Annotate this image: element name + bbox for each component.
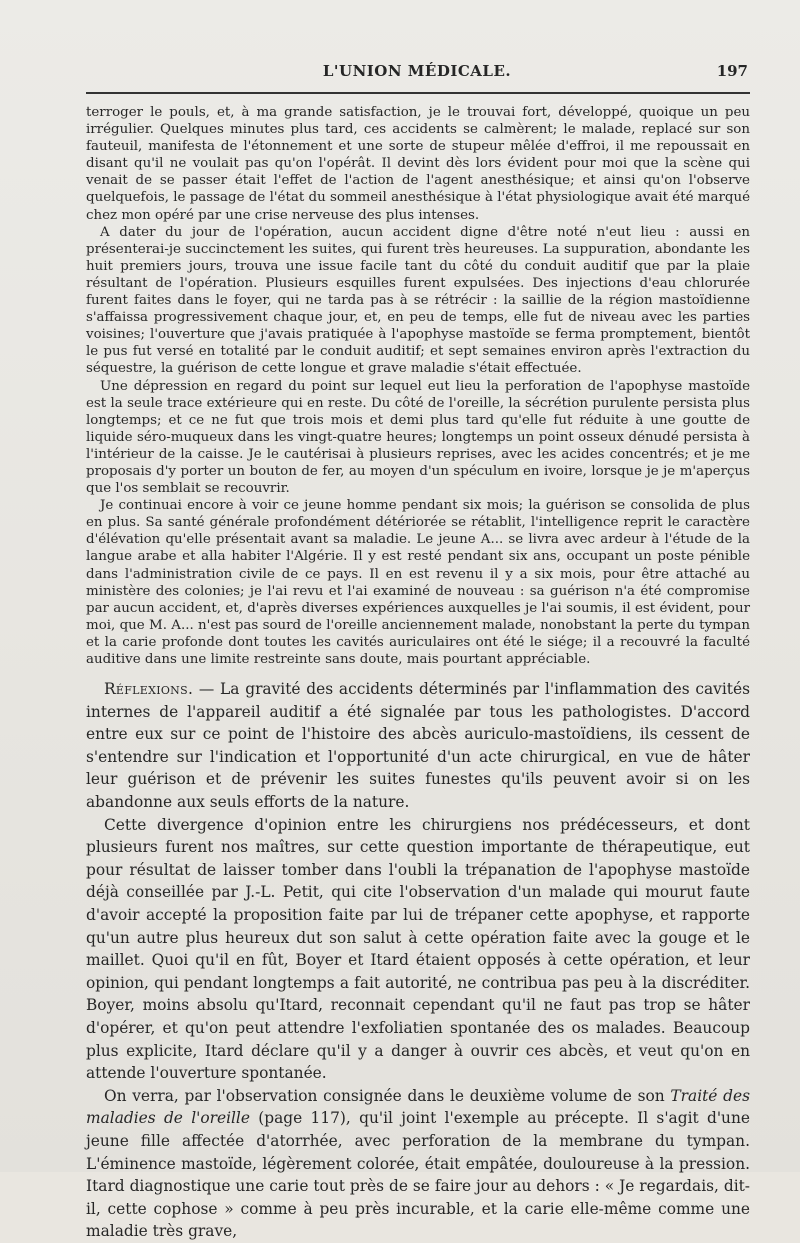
paragraph: Je continuai encore à voir ce jeune homme pendant six mois; la guérison se consolida de plus en plus. Sa santé générale profondément détériorée se rétablit, l'intelligence reprit le caractère d'élévation qu'elle présentait avant sa maladie. Le jeune A... se livra avec ardeur à l'étude de la langue arabe et alla habiter l'Algérie. Il y est resté pendant six ans, occupant un poste pénible dans l'administration civile de ce pays. Il en est revenu il y a six mois, pour être attaché au ministère des colonies; je l'ai revu et l'ai examiné de nouveau : sa guérison n'a été compromise par aucun accident, et, d'après diverses expériences auxquelles je l'ai soumis, il est évident, pour moi, que M. A... n'est pas sourd de l'oreille anciennement malade, nonobstant la perte du tympan et la carie profonde dont toutes les cavités auriculaires ont été le siége; il a recouvré la faculté auditive dans une limite restreinte sans doute, mais pourtant appréciable. (86, 498, 750, 667)
page-header (86, 62, 748, 86)
paragraph: terroger le pouls, et, à ma grande satisfaction, je le trouvai fort, développé, quoique un peu irrégulier. Quelques minutes plus tard, ces accidents se calmèrent; le malade, replacé sur son fauteuil, manifesta de l'étonnement et une sorte de stupeur mêlée d'effroi, il me repoussait en disant qu'il ne voulait pas qu'on l'opérât. Il devint dès lors évident pour moi que la scène qui venait de se passer était l'effet de l'action de l'agent anesthésique; et ainsi qu'on l'observe quelquefois, le passage de l'état du sommeil anesthésique à l'état physiologique avait été marqué chez mon opéré par une crise nerveuse des plus intenses. (86, 105, 750, 223)
book-title: Traité des maladies de l'oreille (86, 1086, 750, 1128)
paragraph: Cette divergence d'opinion entre les chirurgiens nos prédécesseurs, et dont plusieurs furent nos maîtres, sur cette question importante de thérapeutique, eut pour résultat de laisser tomber dans l'oubli la trépanation de l'apophyse mastoïde déjà conseillée par J.-L. Petit, qui cite l'observation d'un malade qui mourut faute d'avoir accepté la proposition faite par lui de trépaner cette apophyse, et rapporte qu'un autre plus heureux dut son salut à cette opération faite avec la gouge et le maillet. Quoi qu'il en fût, Boyer et Itard étaient opposés à cette opération, et leur opinion, qui pendant longtemps a fait autorité, ne contribua pas peu à la discréditer. Boyer, moins absolu qu'Itard, reconnait cependant qu'il ne faut pas trop se hâter d'opérer, et qu'on peut attendre l'exfoliatien spontanée des os malades. Beaucoup plus explicite, Itard déclare qu'il y a danger à ouvrir ces abcès, et veut qu'on en attende l'ouverture spontanée. (86, 815, 750, 1083)
reflexions-text: — La gravité des accidents déterminés par l'inflammation des cavités internes de l'appareil auditif a été signalée par tous les pathologistes. D'accord entre eux sur ce point de l'histoire des abcès auriculo-mastoïdiens, ils cessent de s'entendre sur l'indication et l'opportunité d'un acte chirurgical, en vue de hâter leur guérison et de prévenir les suites funestes qu'ils peuvent avoir si on les abandonne aux seuls efforts de la nature. (86, 680, 750, 812)
running-title: L'UNION MÉDICALE. (322, 62, 512, 80)
text-span: On verra, par l'observation consignée dans le deuxième volume de son (104, 1086, 671, 1105)
header-rule (86, 92, 750, 94)
paragraph: A dater du jour de l'opération, aucun accident digne d'être noté n'eut lieu : aussi en présenterai-je succinctement les suites, qui furent très heureuses. La suppuration, abondante les huit premiers jours, trouva une issue facile tant du côté du conduit auditif que par la plaie résultant de l'opération. Plusieurs esquilles furent expulsées. Des injections d'eau chlorurée furent faites dans le foyer, qui ne tarda pas à se rétrécir : la saillie de la région mastoïdienne s'affaissa progressivement chaque jour, et, en peu de temps, elle fut de niveau avec les parties voisines; l'ouverture que j'avais pratiquée à l'apophyse mastoïde se ferma promptement, bientôt le pus fut versé en totalité par le conduit auditif; et sept semaines environ après l'extraction du séquestre, la guérison de cette longue et grave maladie s'était effectuée. (86, 224, 750, 377)
article-body (86, 104, 750, 1243)
page-number: 197 (716, 62, 748, 80)
reflexions-paragraph (86, 678, 750, 814)
reflexions-heading: Réflexions. (104, 680, 194, 699)
reflexions-section (86, 678, 750, 1243)
observation-section (86, 104, 750, 668)
paragraph (86, 1085, 750, 1243)
paragraph: Une dépression en regard du point sur lequel eut lieu la perforation de l'apophyse mastoïde est la seule trace extérieure qui en reste. Du côté de l'oreille, la sécrétion purulente persista plus longtemps; et ce ne fut que trois mois et demi plus tard qu'elle fut réduite à une goutte de liquide séro-muqueux dans les vingt-quatre heures; longtemps un point osseux dénudé persista à l'intérieur de la caisse. Je le cautérisai à plusieurs reprises, avec les acides concentrés; et je me proposais d'y porter un bouton de fer, au moyen d'un spéculum en ivoire, lorsque je je m'aperçus que l'os semblait se recouvrir. (86, 378, 750, 497)
text-span: (page 117), qu'il joint l'exemple au précepte. Il s'agit d'une jeune fille affectée d'atorrhée, avec perforation de la membrane du tympan. L'éminence mastoïde, légèrement colorée, était empâtée, douloureuse à la pression. Itard diagnostique une carie tout près de se faire jour au dehors : « Je regardais, dit-il, cette cophose » comme à peu près incurable, et la carie elle-même comme une maladie très grave, (86, 1109, 750, 1241)
